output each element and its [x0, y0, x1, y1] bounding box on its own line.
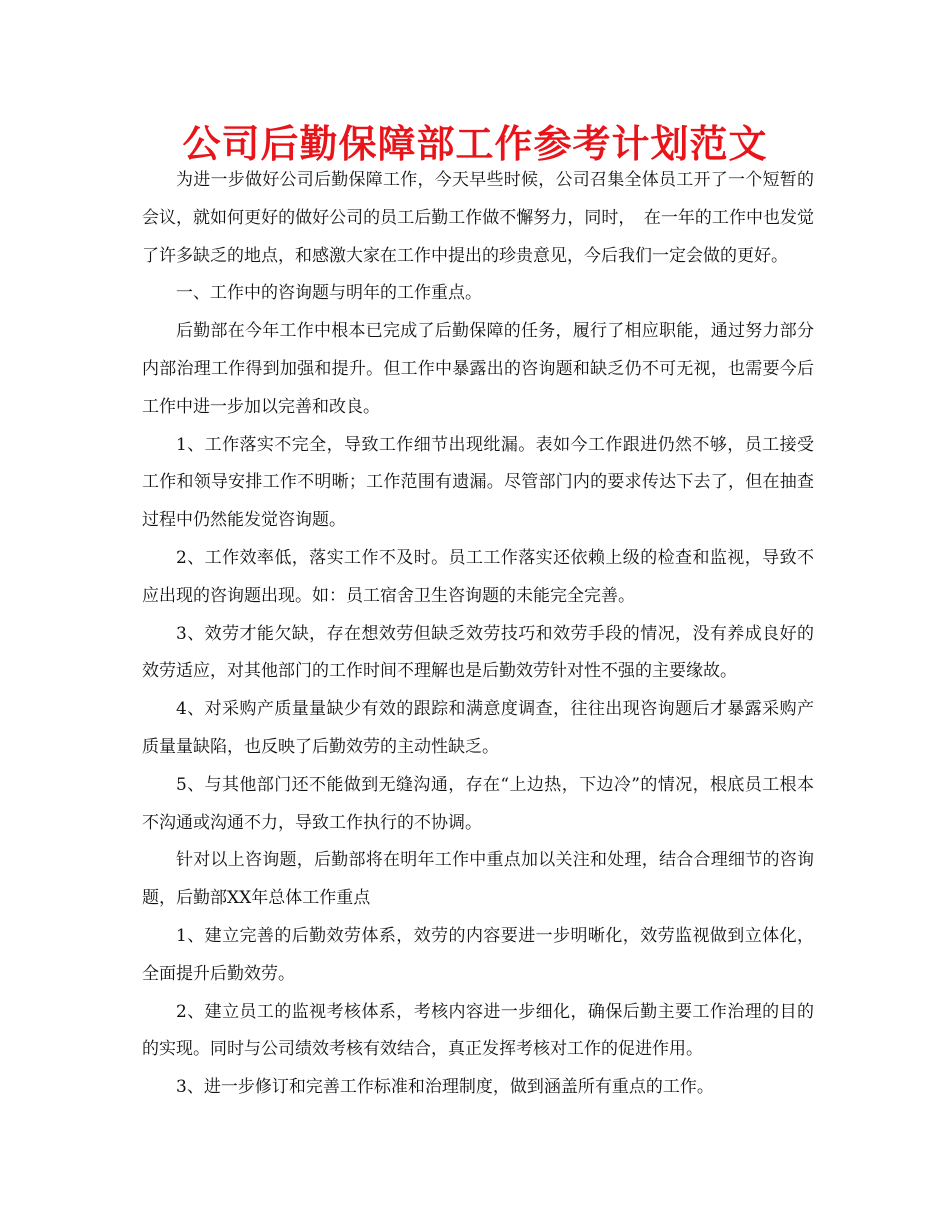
document-title: 公司后勤保障部工作参考计划范文 — [182, 122, 768, 166]
list-item: 5、与其他部门还不能做到无缝沟通，存在“上边热，下边冷”的情况，根底员工根本不沟通或沟通不力，导致工作执行的不协调。 — [142, 774, 814, 833]
paragraph: 后勤部在今年工作中根本已完成了后勤保障的任务，履行了相应职能，通过努力部分内部治理工作得到加强和提升。但工作中暴露出的咨询题和缺乏仍不可无视，也需要今后工作中进一步加以完善和改良。 — [142, 321, 814, 417]
list-item: 3、进一步修订和完善工作标准和治理制度，做到涵盖所有重点的工作。 — [176, 1077, 714, 1098]
section-heading: 一、工作中的咨询题与明年的工作重点。 — [176, 283, 482, 304]
list-item: 1、工作落实不完全，导致工作细节出现纰漏。表如今工作跟进仍然不够，员工接受工作和领导安排工作不明晰；工作范围有遗漏。尽管部门内的要求传达下去了，但在抽查过程中仍然能发觉咨询题。 — [142, 434, 814, 531]
document-body — [142, 162, 814, 1107]
list-item: 2、建立员工的监视考核体系，考核内容进一步细化，确保后勤主要工作治理的目的的实现。同时与公司绩效考核有效结合，真正发挥考核对工作的促进作用。 — [142, 1001, 814, 1060]
list-item: 1、建立完善的后勤效劳体系，效劳的内容要进一步明晰化，效劳监视做到立体化，全面提升后勤效劳。 — [142, 925, 814, 984]
paragraph: 针对以上咨询题，后勤部将在明年工作中重点加以关注和处理，结合合理细节的咨询题，后勤部XX年总体工作重点 — [142, 850, 814, 909]
list-item: 2、工作效率低，落实工作不及时。员工工作落实还依赖上级的检查和监视，导致不应出现的咨询题出现。如：员工宿舍卫生咨询题的未能完全完善。 — [142, 547, 814, 606]
list-item: 3、效劳才能欠缺，存在想效劳但缺乏效劳技巧和效劳手段的情况，没有养成良好的效劳适应，对其他部门的工作时间不理解也是后勤效劳针对性不强的主要缘故。 — [142, 623, 814, 682]
list-item: 4、对采购产质量量缺少有效的跟踪和满意度调查，往往出现咨询题后才暴露采购产质量量缺陷，也反映了后勤效劳的主动性缺乏。 — [142, 699, 814, 757]
paragraph: 为进一步做好公司后勤保障工作，今天早些时候，公司召集全体员工开了一个短暂的会议，就如何更好的做好公司的员工后勤工作做不懈努力，同时， 在一年的工作中也发觉了许多缺乏的地点，和感激大家在工作中提出的珍贵意见，今后我们一定会做的更好。 — [142, 170, 814, 266]
